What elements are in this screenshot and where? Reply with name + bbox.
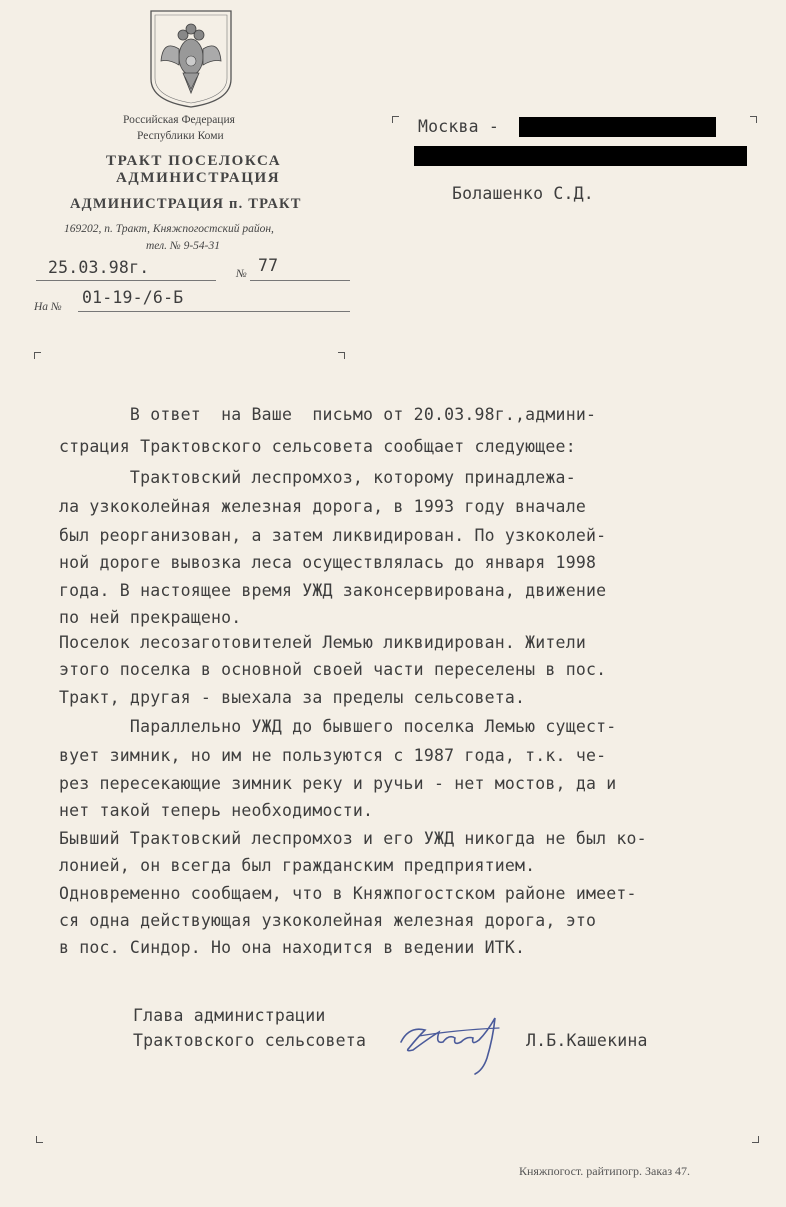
body-line: ной дороге вывозка леса осуществлялась до января 1998 <box>59 553 597 572</box>
letter-number: 77 <box>258 256 279 275</box>
body-line: Параллельно УЖД до бывшего поселка Лемью сущест- <box>59 717 617 736</box>
corner-mark-address-left <box>392 116 399 123</box>
body-line: в пос. Синдор. Но она находится в ведении ИТК. <box>59 938 526 957</box>
body-line: Трактовский леспромхоз, которому принадлежа- <box>59 468 576 487</box>
redaction-bar-2 <box>414 146 747 166</box>
body-line: ла узкоколейная железная дорога, в 1993 году вначале <box>59 497 586 516</box>
letterhead-org-line1: ТРАКТ ПОСЕЛОКСА <box>106 153 282 169</box>
body-line: Тракт, другая - выехала за пределы сельсовета. <box>59 688 526 707</box>
body-line: В ответ на Ваше письмо от 20.03.98г.,админи- <box>59 405 597 424</box>
body-line: Бывший Трактовский леспромхоз и его УЖД никогда не был ко- <box>59 829 647 848</box>
body-line: Одновременно сообщаем, что в Княжпогостском районе имеет- <box>59 884 637 903</box>
ref-label: На № <box>34 301 62 313</box>
letterhead-phone: тел. № 9-54-31 <box>146 240 221 252</box>
body-line: Поселок лесозаготовителей Лемью ликвидирован. Жители <box>59 633 586 652</box>
corner-mark-right-top <box>338 352 345 359</box>
body-line: лонией, он всегда был гражданским предприятием. <box>59 856 536 875</box>
body-line: страция Трактовского сельсовета сообщает следующее: <box>59 437 576 456</box>
body-line: ся одна действующая узкоколейная железная дорога, это <box>59 911 597 930</box>
signatory-title-line2: Трактовского сельсовета <box>133 1031 367 1050</box>
letterhead-country: Российская Федерация <box>123 114 235 126</box>
corner-mark-left-top <box>34 352 41 359</box>
body-line: нет такой теперь необходимости. <box>59 801 374 820</box>
redaction-bar-1 <box>519 117 716 137</box>
number-underline <box>250 280 350 281</box>
number-label: № <box>236 268 247 280</box>
body-line: этого поселка в основной своей части переселены в пос. <box>59 660 607 679</box>
body-line: по ней прекращено. <box>59 608 242 627</box>
date-underline <box>36 280 216 281</box>
ref-number: 01-19-/6-Б <box>82 288 184 307</box>
ref-underline <box>78 311 350 312</box>
handwritten-signature <box>395 1008 515 1078</box>
letter-date: 25.03.98г. <box>48 258 150 277</box>
corner-mark-bottom-left <box>36 1136 43 1143</box>
letterhead-org-line2: АДМИНИСТРАЦИЯ <box>116 170 281 186</box>
komi-coat-of-arms-emblem <box>149 9 233 109</box>
body-line: вует зимник, но им не пользуются с 1987 года, т.к. че- <box>59 746 607 765</box>
letterhead-republic: Республики Коми <box>137 130 224 142</box>
addressee-name: Болашенко С.Д. <box>452 184 594 203</box>
body-line: был реорганизован, а затем ликвидирован. По узкоколей- <box>59 526 607 545</box>
corner-mark-bottom-right <box>752 1136 759 1143</box>
printer-imprint: Княжпогост. райтипогр. Заказ 47. <box>519 1164 691 1178</box>
letterhead-address: 169202, п. Тракт, Княжпогостский район, <box>64 223 274 235</box>
letterhead-org-line3: АДМИНИСТРАЦИЯ п. ТРАКТ <box>70 196 302 212</box>
body-line: рез пересекающие зимник реку и ручьи - нет мостов, да и <box>59 774 617 793</box>
corner-mark-address-right <box>750 116 757 123</box>
body-line: года. В настоящее время УЖД законсервирована, движение <box>59 581 607 600</box>
signatory-title-line1: Глава администрации <box>133 1006 326 1025</box>
signatory-name: Л.Б.Кашекина <box>526 1031 648 1050</box>
addressee-city: Москва - <box>418 117 500 136</box>
